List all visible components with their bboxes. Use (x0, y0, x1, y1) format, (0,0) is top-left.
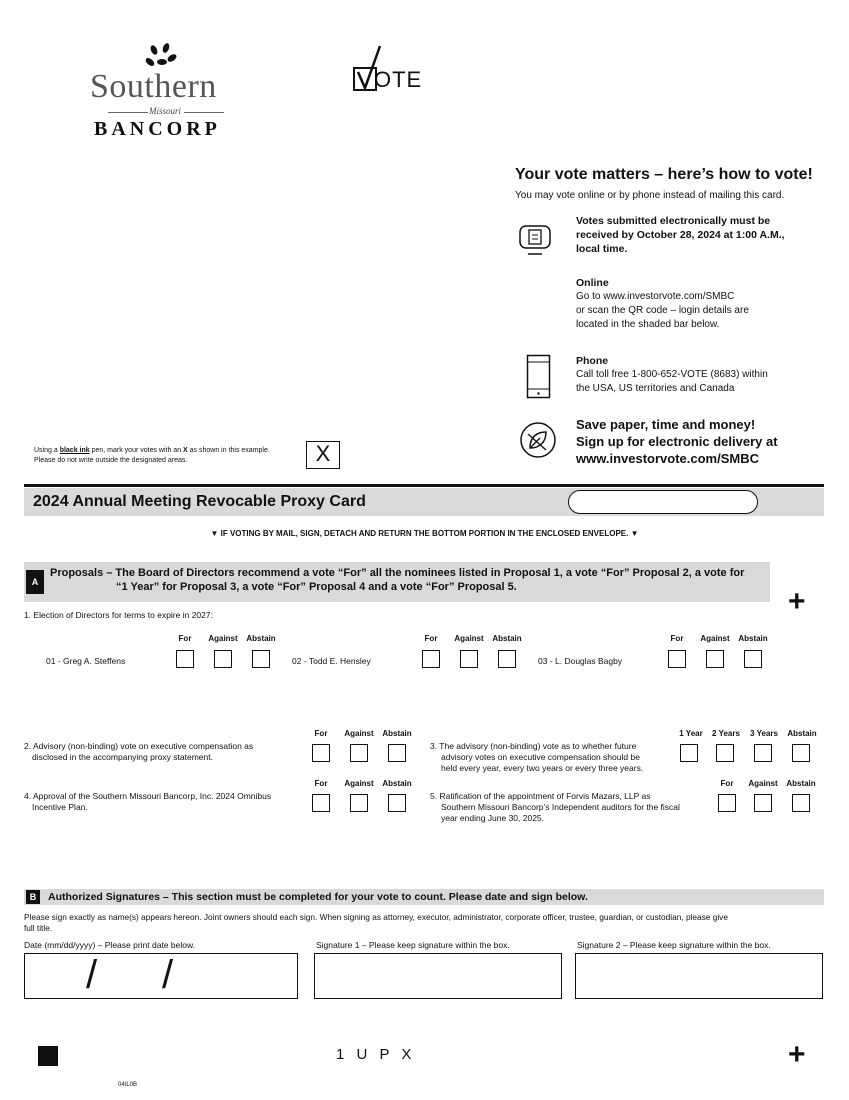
proposal-2-text: 2. Advisory (non-binding) vote on executive compensation as disclosed in the accompanying proxy statement. (24, 741, 254, 762)
col-for: For (720, 779, 734, 788)
col-against: Against (748, 779, 778, 788)
proposal-5-for-checkbox[interactable] (718, 794, 736, 812)
nominee-3-against-checkbox[interactable] (706, 650, 724, 668)
nominee-3-for-checkbox[interactable] (668, 650, 686, 668)
col-abstain: Abstain (492, 634, 522, 643)
phone-instructions: Call toll free 1-800-652-VOTE (8683) within the USA, US territories and Canada (576, 369, 768, 394)
nominee-2-for-checkbox[interactable] (422, 650, 440, 668)
proposal-4-text: 4. Approval of the Southern Missouri Bancorp, Inc. 2024 Omnibus Incentive Plan. (24, 791, 272, 812)
form-code: 1 U P X (336, 1046, 416, 1063)
nominee-3-abstain-checkbox[interactable] (744, 650, 762, 668)
proposal-4-against-checkbox[interactable] (350, 794, 368, 812)
col-2-years: 2 Years (712, 729, 740, 738)
electronic-delivery-promo: Save paper, time and money! Sign up for electronic delivery at www.investorvote.com/SMBC (576, 417, 778, 466)
registration-plus: + (788, 585, 806, 618)
col-abstain: Abstain (738, 634, 768, 643)
signature-2-field[interactable] (575, 953, 823, 999)
proposal-4-abstain-checkbox[interactable] (388, 794, 406, 812)
nominee-2-abstain-checkbox[interactable] (498, 650, 516, 668)
col-against: Against (344, 779, 374, 788)
logo-missouri: Missouri (148, 106, 181, 116)
nominee-1-for-checkbox[interactable] (176, 650, 194, 668)
col-for: For (178, 634, 192, 643)
nominee-1-abstain-checkbox[interactable] (252, 650, 270, 668)
date-separator-1: / (86, 953, 98, 997)
nominee-1-against-checkbox[interactable] (214, 650, 232, 668)
leaf-icon (518, 420, 558, 460)
proposal-5-against-checkbox[interactable] (754, 794, 772, 812)
vote-matters-heading: Your vote matters – here’s how to vote! (515, 166, 813, 183)
logo-bancorp: BANCORP (94, 118, 221, 140)
section-b-badge: B (26, 890, 40, 904)
col-abstain: Abstain (787, 729, 817, 738)
company-logo (80, 42, 260, 142)
phone-icon (526, 354, 552, 400)
online-title: Online (576, 277, 609, 289)
nominee-2-against-checkbox[interactable] (460, 650, 478, 668)
proposal-3-text: 3. The advisory (non-binding) vote as to whether future advisory votes on executive compensation should be held every year, every two years or every three years. (430, 741, 644, 773)
col-for: For (314, 729, 328, 738)
registration-plus: + (788, 1038, 806, 1071)
divider-line (24, 484, 824, 487)
detach-notice: ▼ IF VOTING BY MAIL, SIGN, DETACH AND RETURN THE BOTTOM PORTION IN THE ENCLOSED ENVELOPE. ▼ (210, 529, 639, 538)
card-title: 2024 Annual Meeting Revocable Proxy Card (33, 493, 366, 510)
signature-1-field[interactable] (314, 953, 562, 999)
col-for: For (314, 779, 328, 788)
proposal-3-2-years-checkbox[interactable] (716, 744, 734, 762)
section-b-heading: Authorized Signatures – This section must be completed for your vote to count. Please date and sign below. (48, 891, 588, 903)
proposal-4-for-checkbox[interactable] (312, 794, 330, 812)
proposal-3-abstain-checkbox[interactable] (792, 744, 810, 762)
logo-rule-right (184, 112, 224, 113)
proposal-3-3-years-checkbox[interactable] (754, 744, 772, 762)
nominee-2-name: 02 - Todd E. Hensley (292, 656, 371, 666)
marking-instructions: Using a black ink pen, mark your votes with an X as shown in this example. Please do not write outside the designated areas. (34, 447, 270, 464)
col-3-years: 3 Years (750, 729, 778, 738)
col-abstain: Abstain (246, 634, 276, 643)
proposal-3-1-year-checkbox[interactable] (680, 744, 698, 762)
nominee-3-name: 03 - L. Douglas Bagby (538, 656, 623, 666)
section-a-badge: A (26, 570, 44, 594)
computer-icon (518, 222, 552, 256)
vote-matters-subheading: You may vote online or by phone instead of mailing this card. (515, 190, 785, 201)
form-id: 04IL0B (118, 1082, 138, 1088)
proposal-5-abstain-checkbox[interactable] (792, 794, 810, 812)
control-number-field[interactable] (568, 490, 758, 514)
proposal-1-label: 1. Election of Directors for terms to expire in 2027: (24, 610, 213, 620)
col-against: Against (454, 634, 484, 643)
vote-logo-text: OTE (374, 67, 423, 92)
date-separator-2: / (162, 953, 174, 997)
col-against: Against (208, 634, 238, 643)
col-abstain: Abstain (382, 729, 412, 738)
col-against: Against (344, 729, 374, 738)
logo-southern: Southern (90, 68, 217, 105)
col-for: For (424, 634, 438, 643)
signature-instructions: Please sign exactly as name(s) appears hereon. Joint owners should each sign. When signing as attorney, executor, administrator, corporate officer, trustee, guardian, or custodian, please give full title. (24, 912, 728, 933)
date-field[interactable] (24, 953, 298, 999)
proposal-2-against-checkbox[interactable] (350, 744, 368, 762)
nominee-1-name: 01 - Greg A. Steffens (46, 656, 126, 666)
online-instructions: Go to www.investorvote.com/SMBC or scan the QR code – login details are located in the shaded bar below. (576, 291, 749, 330)
registration-square (38, 1046, 58, 1066)
example-mark-box: X (306, 441, 340, 469)
col-1-year: 1 Year (679, 729, 703, 738)
proposal-2-abstain-checkbox[interactable] (388, 744, 406, 762)
signature-1-label: Signature 1 – Please keep signature within the box. (316, 940, 510, 950)
col-for: For (670, 634, 684, 643)
col-abstain: Abstain (786, 779, 816, 788)
proposal-2-for-checkbox[interactable] (312, 744, 330, 762)
signature-2-label: Signature 2 – Please keep signature within the box. (577, 940, 771, 950)
section-a-heading: Proposals – The Board of Directors recommend a vote “For” all the nominees listed in Proposal 1, a vote “For” Proposal 2, a vote for “1 Year” for Proposal 3, a vote “For” Proposal 4 and a vote “For” Proposal 5. (50, 567, 745, 593)
electronic-deadline: Votes submitted electronically must be received by October 28, 2024 at 1:00 A.M., local time. (576, 215, 785, 255)
proposal-5-text: 5. Ratification of the appointment of Forvis Mazars, LLP as Southern Missouri Bancorp’s Independent auditors for the fiscal year ending June 30, 2025. (430, 791, 680, 823)
col-against: Against (700, 634, 730, 643)
leaf-logo-icon (142, 42, 182, 68)
phone-title: Phone (576, 355, 609, 367)
col-abstain: Abstain (382, 779, 412, 788)
date-label: Date (mm/dd/yyyy) – Please print date below. (24, 940, 196, 950)
